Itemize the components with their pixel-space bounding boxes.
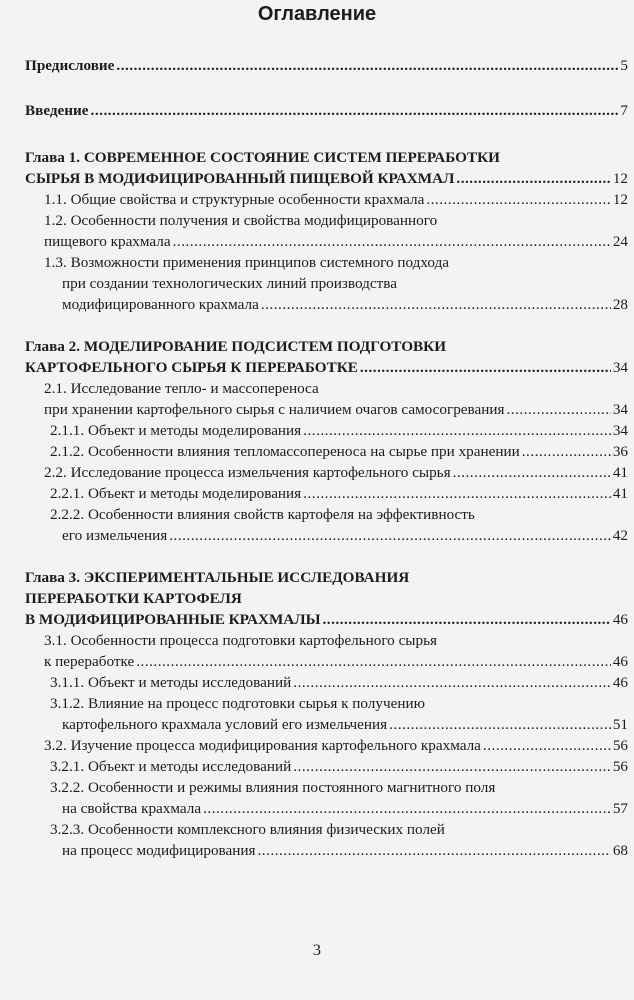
- page-number: 3: [313, 942, 321, 959]
- toc-chapter-1[interactable]: [25, 168, 628, 189]
- toc-entry-title: Глава 1. СОВРЕМЕННОЕ СОСТОЯНИЕ СИСТЕМ ПЕРЕРАБОТКИ: [25, 149, 500, 166]
- toc-chapter-3-line1[interactable]: [25, 567, 628, 588]
- leader-dots: [169, 525, 611, 546]
- toc-entry-title: 1.2. Особенности получения и свойства модифицированного: [44, 212, 438, 229]
- toc-page-number: 12: [612, 191, 628, 208]
- toc-section-1-2[interactable]: [44, 231, 628, 252]
- toc-entry-title: 3.2.2. Особенности и режимы влияния постоянного магнитного поля: [50, 779, 496, 796]
- toc-page-number: 46: [612, 674, 628, 691]
- toc-subsection-3-1-1[interactable]: [50, 672, 628, 693]
- toc-entry-title: Введение: [25, 102, 89, 119]
- toc-section-3-2[interactable]: [44, 735, 628, 756]
- toc-subsection-3-2-2[interactable]: [62, 798, 628, 819]
- toc-page-number: 34: [612, 422, 628, 439]
- toc-entry-title: 3.1.1. Объект и методы исследований: [50, 674, 292, 691]
- toc-entry-title: его измельчения: [62, 527, 168, 544]
- toc-entry-title: 2.1.1. Объект и методы моделирования: [50, 422, 302, 439]
- toc-page-number: 42: [612, 527, 628, 544]
- toc-page-number: 7: [620, 102, 628, 119]
- toc-page-number: 5: [620, 57, 628, 74]
- leader-dots: [389, 714, 611, 735]
- toc-page-number: 41: [612, 485, 628, 502]
- toc-subsection-2-2-2[interactable]: [62, 525, 628, 546]
- leader-dots: [426, 189, 611, 210]
- toc-subsection-3-2-3-line1[interactable]: [50, 819, 628, 840]
- toc-entry-title: 3.2. Изучение процесса модифицирования картофельного крахмала: [44, 737, 481, 754]
- leader-dots: [507, 399, 611, 420]
- toc-subsection-3-2-2-line1[interactable]: [50, 777, 628, 798]
- toc-entry-title: Глава 2. МОДЕЛИРОВАНИЕ ПОДСИСТЕМ ПОДГОТОВКИ: [25, 338, 447, 355]
- toc-page-number: 46: [612, 611, 628, 628]
- toc-section-1-3[interactable]: [62, 294, 628, 315]
- toc-entry-title: 3.2.1. Объект и методы исследований: [50, 758, 292, 775]
- toc-entry-title: при создании технологических линий производства: [62, 275, 397, 292]
- toc-section-1-1[interactable]: [44, 189, 628, 210]
- leader-dots: [303, 420, 611, 441]
- toc-section-1-3-line1[interactable]: [44, 252, 628, 273]
- toc-entry-title: 2.2.1. Объект и методы моделирования: [50, 485, 302, 502]
- toc-entry-title: на свойства крахмала: [62, 800, 202, 817]
- toc-page-number: 28: [612, 296, 628, 313]
- toc-entry-title: СЫРЬЯ В МОДИФИЦИРОВАННЫЙ ПИЩЕВОЙ КРАХМАЛ: [25, 170, 455, 187]
- toc-section-3-1-line1[interactable]: [44, 630, 628, 651]
- toc-page-number: 56: [612, 737, 628, 754]
- toc-entry-title: 3.1. Особенности процесса подготовки картофельного сырья: [44, 632, 438, 649]
- toc-section-2-1-line1[interactable]: [44, 378, 628, 399]
- leader-dots: [293, 672, 611, 693]
- leader-dots: [483, 735, 611, 756]
- leader-dots: [258, 840, 611, 861]
- toc-entry-title: 2.2. Исследование процесса измельчения картофельного сырья: [44, 464, 451, 481]
- toc-section-1-3-line2[interactable]: [62, 273, 628, 294]
- toc-section-1-2-line1[interactable]: [44, 210, 628, 231]
- toc-entry-title: модифицированного крахмала: [62, 296, 259, 313]
- toc-entry-title: при хранении картофельного сырья с наличием очагов самосогревания: [44, 401, 505, 418]
- leader-dots: [173, 231, 611, 252]
- toc-page-number: 68: [612, 842, 628, 859]
- toc-entry-title: Предисловие: [25, 57, 115, 74]
- toc-entry-title: В МОДИФИЦИРОВАННЫЕ КРАХМАЛЫ: [25, 611, 321, 628]
- toc-chapter-1-line1[interactable]: [25, 147, 628, 168]
- leader-dots: [522, 441, 611, 462]
- toc-subsection-3-1-2-line1[interactable]: [50, 693, 628, 714]
- leader-dots: [293, 756, 611, 777]
- toc-subsection-3-2-3[interactable]: [62, 840, 628, 861]
- toc-subsection-2-2-2-line1[interactable]: [50, 504, 628, 525]
- leader-dots: [116, 55, 618, 76]
- leader-dots: [303, 483, 611, 504]
- toc-subsection-2-2-1[interactable]: [50, 483, 628, 504]
- toc-entry-title: Глава 3. ЭКСПЕРИМЕНТАЛЬНЫЕ ИССЛЕДОВАНИЯ: [25, 569, 410, 586]
- toc-entry-title: ПЕРЕРАБОТКИ КАРТОФЕЛЯ: [25, 590, 242, 607]
- toc-page-number: 56: [612, 758, 628, 775]
- toc-entry-title: пищевого крахмала: [44, 233, 171, 250]
- leader-dots: [136, 651, 611, 672]
- toc-entry-title: 3.2.3. Особенности комплексного влияния физических полей: [50, 821, 445, 838]
- toc-page-number: 41: [612, 464, 628, 481]
- toc-entry-title: 1.3. Возможности применения принципов системного подхода: [44, 254, 450, 271]
- toc-page-number: 34: [612, 401, 628, 418]
- leader-dots: [203, 798, 611, 819]
- toc-chapter-2-line1[interactable]: [25, 336, 628, 357]
- toc-chapter-3-line2[interactable]: [25, 588, 628, 609]
- toc-entry-title: картофельного крахмала условий его измельчения: [62, 716, 388, 733]
- toc-entry-title: 2.1. Исследование тепло- и массопереноса: [44, 380, 319, 397]
- leader-dots: [261, 294, 611, 315]
- toc-page-number: 34: [612, 359, 628, 376]
- toc-entry-title: 1.1. Общие свойства и структурные особенности крахмала: [44, 191, 425, 208]
- toc-page-number: 46: [612, 653, 628, 670]
- toc-page-number: 12: [612, 170, 628, 187]
- toc-entry-title: к переработке: [44, 653, 135, 670]
- toc-page-number: 24: [612, 233, 628, 250]
- toc-subsection-2-1-2[interactable]: [50, 441, 628, 462]
- toc-entry-title: на процесс модифицирования: [62, 842, 256, 859]
- toc-chapter-3[interactable]: [25, 609, 628, 630]
- toc-entry-title: 2.2.2. Особенности влияния свойств картофеля на эффективность: [50, 506, 475, 523]
- leader-dots: [323, 609, 611, 630]
- toc-chapter-2[interactable]: [25, 357, 628, 378]
- toc-entry-title: 3.1.2. Влияние на процесс подготовки сырья к получению: [50, 695, 425, 712]
- toc-entry-title: КАРТОФЕЛЬНОГО СЫРЬЯ К ПЕРЕРАБОТКЕ: [25, 359, 358, 376]
- toc-section-3-1[interactable]: [44, 651, 628, 672]
- toc-entry-title: 2.1.2. Особенности влияния тепломассопереноса на сырье при хранении: [50, 443, 520, 460]
- toc-page-number: 36: [612, 443, 628, 460]
- leader-dots: [456, 168, 610, 189]
- toc-page-number: 57: [612, 800, 628, 817]
- leader-dots: [91, 100, 619, 121]
- toc-section-2-2[interactable]: [44, 462, 628, 483]
- leader-dots: [360, 357, 611, 378]
- toc-subsection-3-1-2[interactable]: [62, 714, 628, 735]
- page-title: Оглавление: [257, 3, 377, 25]
- toc-entry-preface[interactable]: [25, 55, 628, 76]
- toc-page-number: 51: [612, 716, 628, 733]
- toc-entry-intro[interactable]: [25, 100, 628, 121]
- leader-dots: [453, 462, 611, 483]
- toc-subsection-2-1-1[interactable]: [50, 420, 628, 441]
- toc-section-2-1[interactable]: [44, 399, 628, 420]
- toc-subsection-3-2-1[interactable]: [50, 756, 628, 777]
